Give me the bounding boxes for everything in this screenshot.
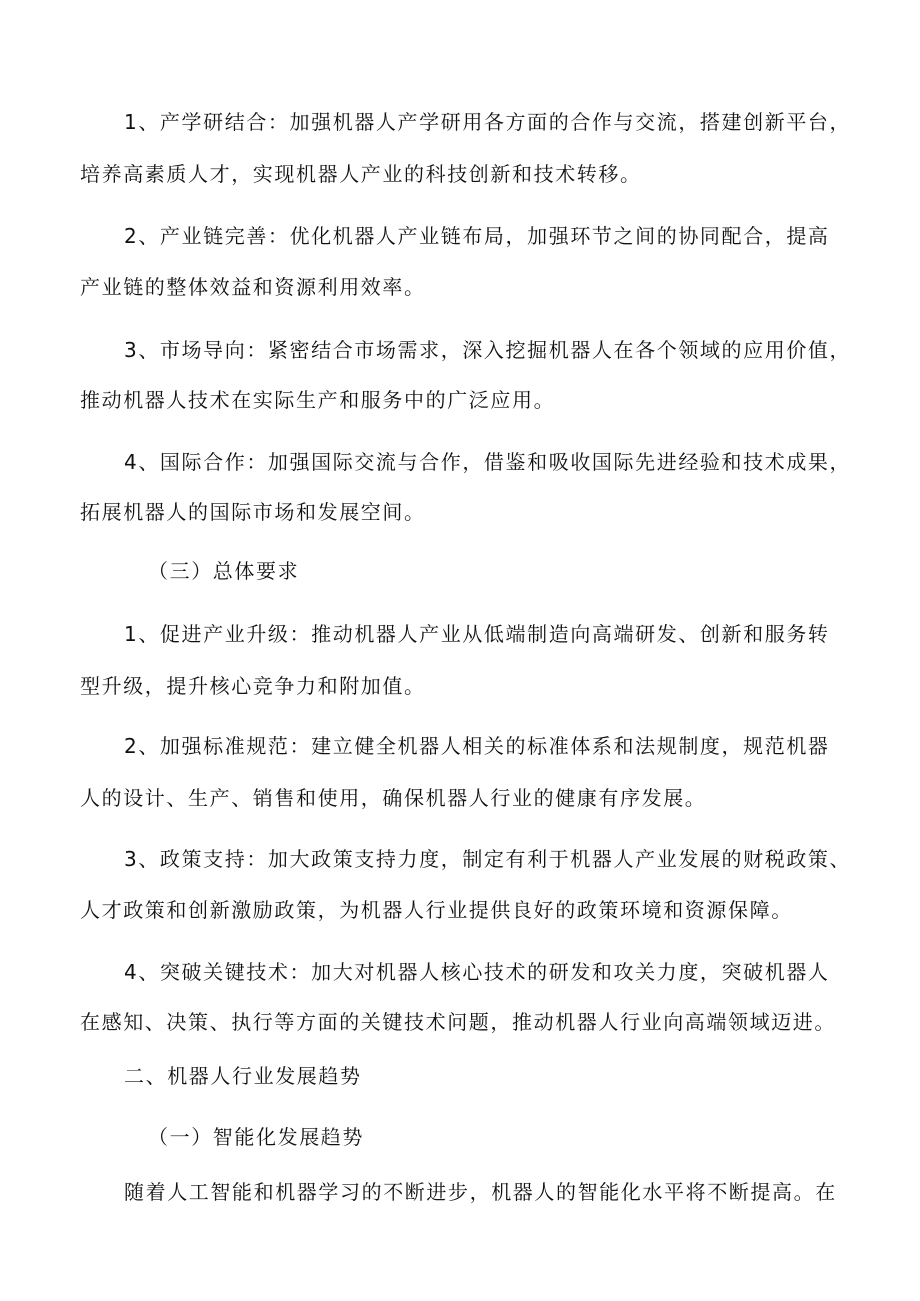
section-heading: （一）智能化发展趋势 [148, 1125, 364, 1149]
paragraph-line: 型升级，提升核心竞争力和附加值。 [80, 674, 426, 698]
paragraph-line: 随着人工智能和机器学习的不断进步，机器人的智能化水平将不断提高。在 [124, 1180, 837, 1204]
paragraph-line: 2、加强标准规范：建立健全机器人相关的标准体系和法规制度，规范机器 [124, 734, 830, 758]
paragraph-line: 培养高素质人才，实现机器人产业的科技创新和技术转移。 [80, 162, 642, 186]
paragraph-line: 4、突破关键技术：加大对机器人核心技术的研发和攻关力度，突破机器人 [124, 960, 830, 984]
paragraph-line: 4、国际合作：加强国际交流与合作，借鉴和吸收国际先进经验和技术成果， [124, 450, 852, 474]
paragraph-line: 产业链的整体效益和资源利用效率。 [80, 275, 426, 299]
paragraph-line: 人的设计、生产、销售和使用，确保机器人行业的健康有序发展。 [80, 786, 707, 810]
section-heading: （三）总体要求 [148, 559, 300, 583]
paragraph-line: 1、促进产业升级：推动机器人产业从低端制造向高端研发、创新和服务转 [124, 622, 830, 646]
paragraph-line: 2、产业链完善：优化机器人产业链布局，加强环节之间的协同配合，提高 [124, 224, 830, 248]
paragraph-line: 在感知、决策、执行等方面的关键技术问题，推动机器人行业向高端领域迈进。 [80, 1010, 836, 1034]
chapter-heading: 二、机器人行业发展趋势 [124, 1064, 362, 1088]
paragraph-line: 拓展机器人的国际市场和发展空间。 [80, 500, 426, 524]
paragraph-line: 1、产学研结合：加强机器人产学研用各方面的合作与交流，搭建创新平台， [124, 110, 852, 134]
paragraph-line: 3、政策支持：加大政策支持力度，制定有利于机器人产业发展的财税政策、 [124, 847, 852, 871]
paragraph-line: 人才政策和创新激励政策，为机器人行业提供良好的政策环境和资源保障。 [80, 898, 793, 922]
paragraph-line: 推动机器人技术在实际生产和服务中的广泛应用。 [80, 388, 556, 412]
paragraph-line: 3、市场导向：紧密结合市场需求，深入挖掘机器人在各个领域的应用价值， [124, 338, 852, 362]
